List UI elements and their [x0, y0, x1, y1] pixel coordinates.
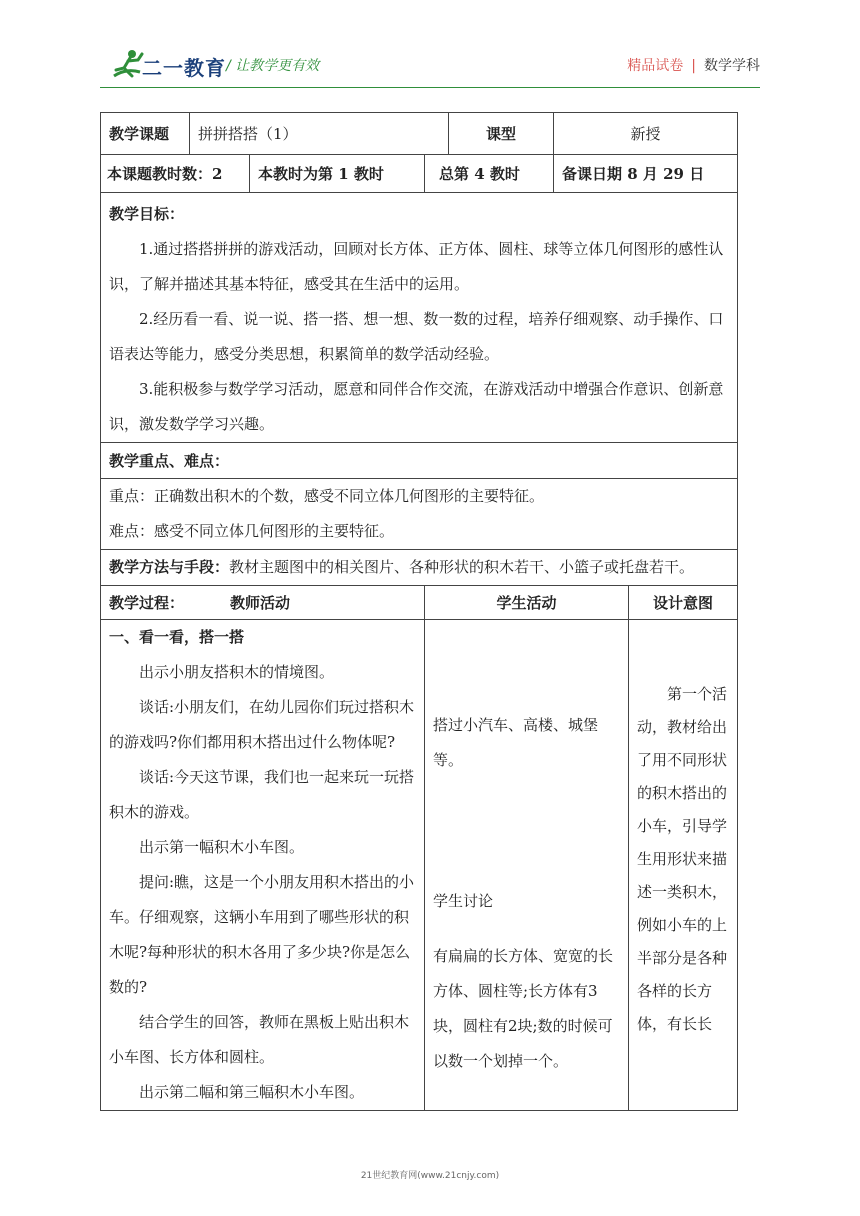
lesson-plan-table — [100, 112, 738, 1111]
teacher-activity: 出示小朋友搭积木的情境图。 — [139, 663, 335, 681]
row-process-header — [101, 586, 738, 620]
header-separator: | — [691, 58, 696, 74]
objectives-label: 教学目标： — [109, 205, 185, 223]
student-activity: 搭过小汽车、高楼、城堡等。 — [433, 716, 599, 769]
key-point: 重点：正确数出积木的个数，感受不同立体几何图形的主要特征。 — [109, 487, 545, 505]
row-keypoints-label — [101, 443, 738, 479]
process-label: 教学过程： — [109, 594, 185, 612]
teacher-activity: 出示第一幅积木小车图。 — [139, 838, 305, 856]
page-footer: 21世纪教育网(www.21cnjy.com) — [360, 1171, 500, 1181]
design-intent: 第一个活动，教材给出了用不同形状的积木搭出的小车，引导学生用形状来描述一类积木，例如小车的上半部分是各种各样的长方体，有长长 — [637, 685, 728, 1033]
header-rule — [100, 87, 760, 88]
topic-label: 教学课题 — [101, 113, 190, 155]
student-activity: 有扁扁的长方体、宽宽的长方体、圆柱等;长方体有3块，圆柱有2块;数的时候可以数一个划掉一个。 — [433, 947, 614, 1070]
slogan: / 让教学更有效 — [226, 58, 320, 74]
keypoints-label: 教学重点、难点： — [101, 443, 738, 479]
logo-text: 二一教育 — [142, 56, 226, 80]
row-objectives — [101, 193, 738, 443]
student-activity: 学生讨论 — [433, 892, 494, 910]
difficult-point: 难点：感受不同立体几何图形的主要特征。 — [109, 522, 395, 540]
section-title: 一、看一看，搭一搭 — [109, 628, 245, 646]
teacher-header: 教师活动 — [230, 594, 291, 612]
teacher-activity: 提问:瞧，这是一个小朋友用积木搭出的小车。仔细观察，这辆小车用到了哪些形状的积木呢?每种形状的积木各用了多少块?你是怎么数的? — [109, 873, 415, 996]
methods-label: 教学方法与手段： — [109, 558, 230, 576]
objective-item: 1.通过搭搭拼拼的游戏活动，回顾对长方体、正方体、圆柱、球等立体几何图形的感性认识，了解并描述其基本特征，感受其在生活中的运用。 — [109, 240, 724, 293]
process-header-cell — [101, 586, 425, 620]
teacher-activity: 出示第二幅和第三幅积木小车图。 — [139, 1083, 365, 1101]
total-index: 总第 4 教时 — [425, 155, 554, 193]
prep-date: 备课日期 8 月 29 日 — [554, 155, 738, 193]
teacher-activity: 谈话:小朋友们，在幼儿园你们玩过搭积木的游戏吗?你们都用积木搭出过什么物体呢? — [109, 698, 415, 751]
row-hours — [101, 155, 738, 193]
total-hours: 本课题教时数：2 — [101, 155, 250, 193]
row-process-body — [101, 620, 738, 1111]
header-subject — [627, 55, 760, 75]
row-keypoints — [101, 479, 738, 550]
type-label: 课型 — [449, 113, 554, 155]
header-tag: 精品试卷 — [627, 58, 684, 74]
type-value: 新授 — [554, 113, 738, 155]
page-header — [0, 0, 860, 95]
topic-value: 拼拼搭搭（1） — [190, 113, 449, 155]
student-header: 学生活动 — [425, 586, 629, 620]
row-methods — [101, 550, 738, 586]
row-topic — [101, 113, 738, 155]
header-subject-name: 数学学科 — [704, 58, 760, 74]
design-header: 设计意图 — [629, 586, 738, 620]
objective-item: 3.能积极参与数学学习活动，愿意和同伴合作交流，在游戏活动中增强合作意识、创新意识，激发数学学习兴趣。 — [109, 380, 724, 433]
teacher-activity: 结合学生的回答，教师在黑板上贴出积木小车图、长方体和圆柱。 — [109, 1013, 410, 1066]
objective-item: 2.经历看一看、说一说、搭一搭、想一想、数一数的过程，培养仔细观察、动手操作、口语表达等能力，感受分类思想，积累简单的数学活动经验。 — [109, 310, 724, 363]
methods-text — [109, 550, 729, 585]
teacher-activity: 谈话:今天这节课，我们也一起来玩一玩搭积木的游戏。 — [109, 768, 415, 821]
methods-value: 教材主题图中的相关图片、各种形状的积木若干、小篮子或托盘若干。 — [229, 558, 695, 576]
this-hour: 本教时为第 1 教时 — [250, 155, 425, 193]
